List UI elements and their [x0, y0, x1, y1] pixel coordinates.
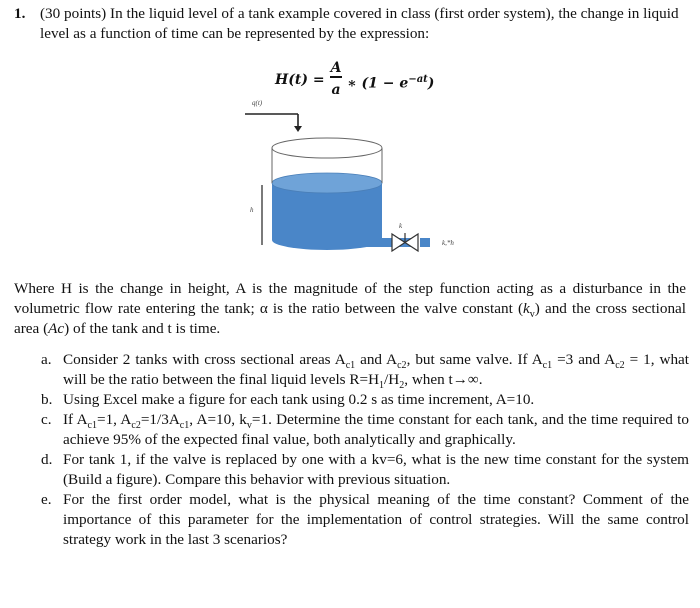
subscript: c1 [542, 360, 553, 372]
para-part-2: ) and the cross sectional area ( [14, 300, 686, 337]
tank [272, 138, 382, 250]
text: , when t→∞. [404, 371, 483, 388]
formula-denominator: a [331, 81, 341, 98]
valve-icon [392, 233, 418, 251]
kv-subscript: v [529, 309, 535, 321]
question-text: (30 points) In the liquid level of a tank example covered in class (first order system), the change in liquid level as a function of time can be represented by the expression: [40, 5, 679, 42]
valve-label: k [399, 222, 403, 230]
formula-rhs-main: ∗ (1 − e [347, 75, 409, 92]
subscript: 2 [399, 380, 405, 392]
sub-questions-list [41, 350, 689, 550]
para-part-1: Where H is the change in height, A is the magnitude of the step function acting as a disturbance in the volumetric flow rate entering the tank; α is the ratio between the valve constant ( [14, 280, 686, 317]
sub-question-marker: b. [41, 391, 53, 408]
sub-question-d [41, 450, 689, 490]
kv-symbol: k [523, 300, 530, 317]
text: /H [384, 371, 400, 388]
text: For tank 1, if the valve is replaced by one with a kv=6, what is the new time constant for the system (Build a figure). Compare this behavior with previous situation. [63, 451, 689, 488]
tank-diagram [0, 0, 700, 270]
subscript: c2 [397, 360, 407, 372]
subscript: 1 [379, 380, 385, 392]
formula-exponent: −at [408, 74, 428, 85]
text: =1, A [97, 411, 132, 428]
text: Consider 2 tanks with cross sectional areas A [63, 351, 346, 368]
subscript: v [246, 420, 252, 432]
outlet-pipe-end [420, 238, 430, 247]
inflow-arrow-icon [245, 114, 302, 132]
formula-numerator: A [330, 60, 342, 76]
subscript: c1 [345, 360, 356, 372]
sub-question-a [41, 350, 689, 390]
height-label: h [250, 206, 254, 214]
text: =3 and A [552, 351, 616, 368]
sub-question-b [41, 390, 689, 410]
formula-close: ) [427, 75, 435, 92]
text: , but same valve. If A [406, 351, 543, 368]
text: =1/3A [140, 411, 180, 428]
subscript: c1 [87, 420, 97, 432]
text: = 1, what will be the ratio between the final liquid levels R=H [63, 351, 689, 388]
text: If A [63, 411, 88, 428]
formula-lhs: H(t) = [275, 72, 325, 88]
para-part-3: ) of the tank and t is time. [64, 320, 221, 337]
text: Using Excel make a figure for each tank using 0.2 s as time increment, A=10. [63, 391, 535, 408]
sub-question-c [41, 410, 689, 450]
subscript: c2 [615, 360, 625, 372]
sub-question-marker: a. [41, 351, 52, 368]
text: and A [355, 351, 398, 368]
question-number: 1. [14, 5, 26, 22]
text: For the first order model, what is the physical meaning of the time constant? Comment of the importance of this parameter for the implementation of control strategies. Will the same control strategy work in the last 3 scenarios? [63, 491, 689, 548]
subscript: c2 [131, 420, 141, 432]
sub-question-marker: d. [41, 451, 53, 468]
description-paragraph [14, 279, 686, 339]
inflow-label: q(t) [252, 99, 263, 107]
ac-symbol: Ac [48, 320, 65, 337]
subscript: c1 [179, 420, 190, 432]
text: , A=10, k [189, 411, 247, 428]
outflow-label: k,*h [442, 239, 454, 247]
sub-question-e [41, 490, 689, 550]
sub-question-marker: c. [41, 411, 52, 428]
sub-question-marker: e. [41, 491, 52, 508]
text: =1. Determine the time constant for each tank, and the time required to achieve 95% of the expected final value, both analytically and graphically. [63, 411, 689, 448]
